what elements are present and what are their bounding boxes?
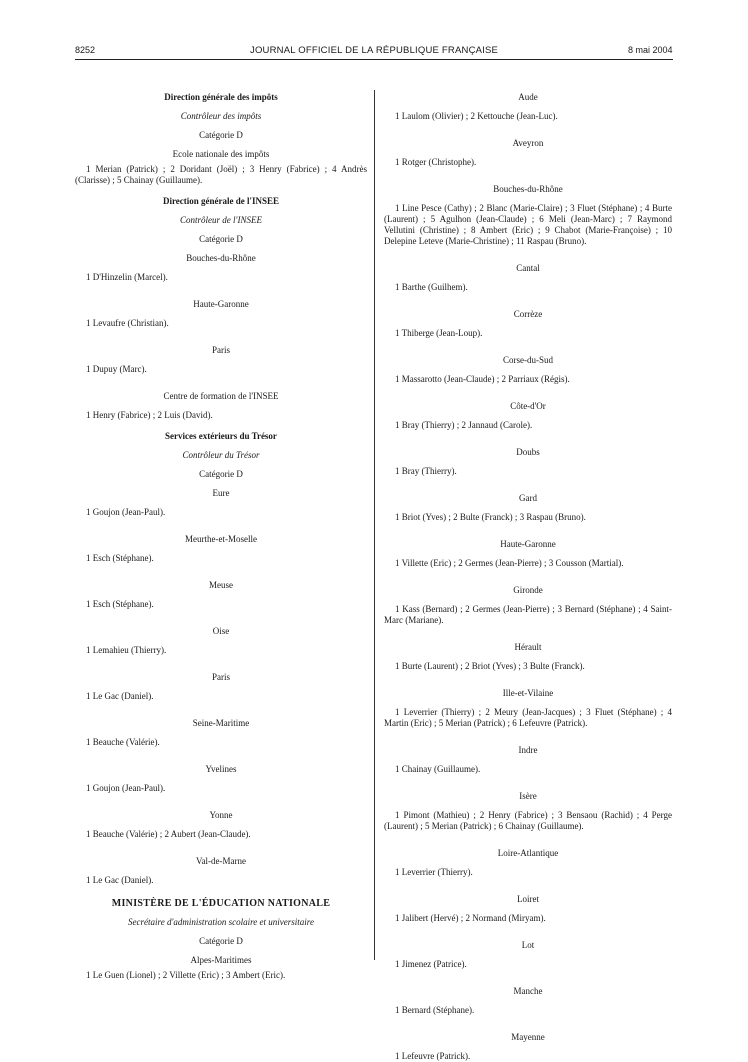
subheading: Meurthe-et-Moselle: [185, 534, 257, 544]
ranking-list: 1 Burte (Laurent) ; 2 Briot (Yves) ; 3 Bulte (Franck).: [395, 661, 585, 671]
subheading: Alpes-Maritimes: [190, 955, 252, 965]
subheading: Paris: [212, 672, 230, 682]
subheading: Yvelines: [205, 764, 237, 774]
ranking-list: 1 Chainay (Guillaume).: [395, 764, 481, 774]
subheading: Manche: [513, 986, 543, 996]
section-heading: Direction générale de l'INSEE: [162, 196, 280, 206]
subheading: Aveyron: [512, 138, 544, 148]
ranking-list: 1 Briot (Yves) ; 2 Bulte (Franck) ; 3 Raspau (Bruno).: [395, 512, 586, 522]
subheading: Val-de-Marne: [196, 856, 246, 866]
ranking-list: 1 Merian (Patrick) ; 2 Doridant (Joël) ; 3 Henry (Fabrice) ; 4 Andrès (Clarisse) ; 5 Chainay (Guillaume).: [75, 164, 367, 185]
right-column: [384, 92, 672, 1062]
ranking-list: 1 Barthe (Guilhem).: [395, 282, 468, 292]
subheading: Meuse: [209, 580, 233, 590]
ranking-list: 1 Rotger (Christophe).: [395, 157, 477, 167]
subheading: Mayenne: [511, 1032, 545, 1042]
subheading: Indre: [518, 745, 538, 755]
subheading: Corse-du-Sud: [503, 355, 553, 365]
ranking-list: 1 Villette (Eric) ; 2 Germes (Jean-Pierre) ; 3 Cousson (Martial).: [395, 558, 624, 568]
ranking-list: 1 Laulom (Olivier) ; 2 Kettouche (Jean-Luc).: [395, 111, 558, 121]
subheading: Oise: [212, 626, 230, 636]
subheading: Côte-d'Or: [510, 401, 546, 411]
ranking-list: 1 Goujon (Jean-Paul).: [86, 783, 166, 793]
ranking-list: 1 Beauche (Valérie) ; 2 Aubert (Jean-Claude).: [86, 829, 251, 839]
section-heading: Services extérieurs du Trésor: [165, 431, 277, 441]
subheading: Eure: [212, 488, 230, 498]
subheading: Loire-Atlantique: [497, 848, 559, 858]
subheading: Yonne: [209, 810, 233, 820]
subheading: Catégorie D: [199, 234, 243, 244]
column-divider: [374, 90, 375, 960]
ranking-list: 1 Jalibert (Hervé) ; 2 Normand (Miryam).: [395, 913, 546, 923]
subheading: Loiret: [517, 894, 539, 904]
ranking-list: 1 Goujon (Jean-Paul).: [86, 507, 166, 517]
header-rule: [75, 59, 673, 60]
subheading: Gironde: [513, 585, 543, 595]
subheading: Cantal: [516, 263, 540, 273]
subheading: Catégorie D: [199, 936, 243, 946]
position-title: Secrétaire d'administration scolaire et universitaire: [128, 917, 314, 927]
subheading: Hérault: [514, 642, 542, 652]
left-column: [75, 92, 367, 981]
subheading: Aude: [518, 92, 538, 102]
subheading: Gard: [519, 493, 537, 503]
ministry-heading: MINISTÈRE DE L'ÉDUCATION NATIONALE: [111, 898, 331, 909]
ranking-list: 1 Beauche (Valérie).: [86, 737, 160, 747]
ranking-list: 1 Bernard (Stéphane).: [395, 1005, 475, 1015]
subheading: Ecole nationale des impôts: [172, 149, 270, 159]
subheading: Bouches-du-Rhône: [493, 184, 563, 194]
ranking-list: 1 Esch (Stéphane).: [86, 599, 154, 609]
subheading: Centre de formation de l'INSEE: [163, 391, 279, 401]
issue-date: 8 mai 2004: [628, 45, 673, 55]
ranking-list: 1 Line Pesce (Cathy) ; 2 Blanc (Marie-Claire) ; 3 Fluet (Stéphane) ; 4 Burte (Laurent) ; 5 Agulhon (Jean-Claude) ; 6 Meli (Jean-Marc) ; 7 Raymond Vellutini (Christine) ; 8 Ambert (Eric) ; 9 Chabot (Marie-Françoise) ; 10 Delepine Leteve (Marie-Christine) ; 11 Raspau (Bruno).: [384, 203, 672, 246]
ranking-list: 1 Leverrier (Thierry) ; 2 Meury (Jean-Jacques) ; 3 Fluet (Stéphane) ; 4 Martin (Eric) ; 5 Merian (Patrick) ; 6 Lefeuvre (Patrick).: [384, 707, 672, 728]
position-title: Contrôleur de l'INSEE: [180, 215, 262, 225]
page-number: 8252: [75, 45, 96, 55]
subheading: Doubs: [516, 447, 540, 457]
position-title: Contrôleur des impôts: [180, 111, 262, 121]
section-heading: Direction générale des impôts: [164, 92, 278, 102]
subheading: Corrèze: [513, 309, 543, 319]
ranking-list: 1 Kass (Bernard) ; 2 Germes (Jean-Pierre) ; 3 Bernard (Stéphane) ; 4 Saint-Marc (Mariane).: [384, 604, 672, 625]
subheading: Lot: [521, 940, 535, 950]
subheading: Paris: [212, 345, 230, 355]
subheading: Catégorie D: [199, 469, 243, 479]
ranking-list: 1 Lemahieu (Thierry).: [86, 645, 167, 655]
ranking-list: 1 Levaufre (Christian).: [86, 318, 169, 328]
subheading: Haute-Garonne: [193, 299, 249, 309]
page-header: [0, 0, 748, 70]
subheading: Bouches-du-Rhône: [186, 253, 256, 263]
ranking-list: 1 Bray (Thierry).: [395, 466, 457, 476]
ranking-list: 1 Le Gac (Daniel).: [86, 875, 154, 885]
ranking-list: 1 Lefeuvre (Patrick).: [395, 1051, 471, 1061]
subheading: Seine-Maritime: [192, 718, 250, 728]
subheading: Isère: [519, 791, 537, 801]
ranking-list: 1 Jimenez (Patrice).: [395, 959, 467, 969]
ranking-list: 1 Esch (Stéphane).: [86, 553, 154, 563]
ranking-list: 1 Henry (Fabrice) ; 2 Luis (David).: [86, 410, 213, 420]
journal-title: JOURNAL OFFICIEL DE LA RÉPUBLIQUE FRANÇAISE: [250, 45, 499, 56]
ranking-list: 1 Leverrier (Thierry).: [395, 867, 473, 877]
subheading: Haute-Garonne: [500, 539, 556, 549]
subheading: Ille-et-Vilaine: [502, 688, 554, 698]
ranking-list: 1 Bray (Thierry) ; 2 Jannaud (Carole).: [395, 420, 533, 430]
ranking-list: 1 Le Gac (Daniel).: [86, 691, 154, 701]
ranking-list: 1 D'Hinzelin (Marcel).: [86, 272, 168, 282]
ranking-list: 1 Massarotto (Jean-Claude) ; 2 Parriaux (Régis).: [395, 374, 570, 384]
subheading: Catégorie D: [199, 130, 243, 140]
ranking-list: 1 Pimont (Mathieu) ; 2 Henry (Fabrice) ; 3 Bensaou (Rachid) ; 4 Perge (Laurent) ; 5 Merian (Patrick) ; 6 Chainay (Guillaume).: [384, 810, 672, 831]
ranking-list: 1 Le Guen (Lionel) ; 2 Villette (Eric) ; 3 Ambert (Eric).: [86, 970, 286, 980]
ranking-list: 1 Thiberge (Jean-Loup).: [395, 328, 483, 338]
ranking-list: 1 Dupuy (Marc).: [86, 364, 147, 374]
position-title: Contrôleur du Trésor: [182, 450, 260, 460]
